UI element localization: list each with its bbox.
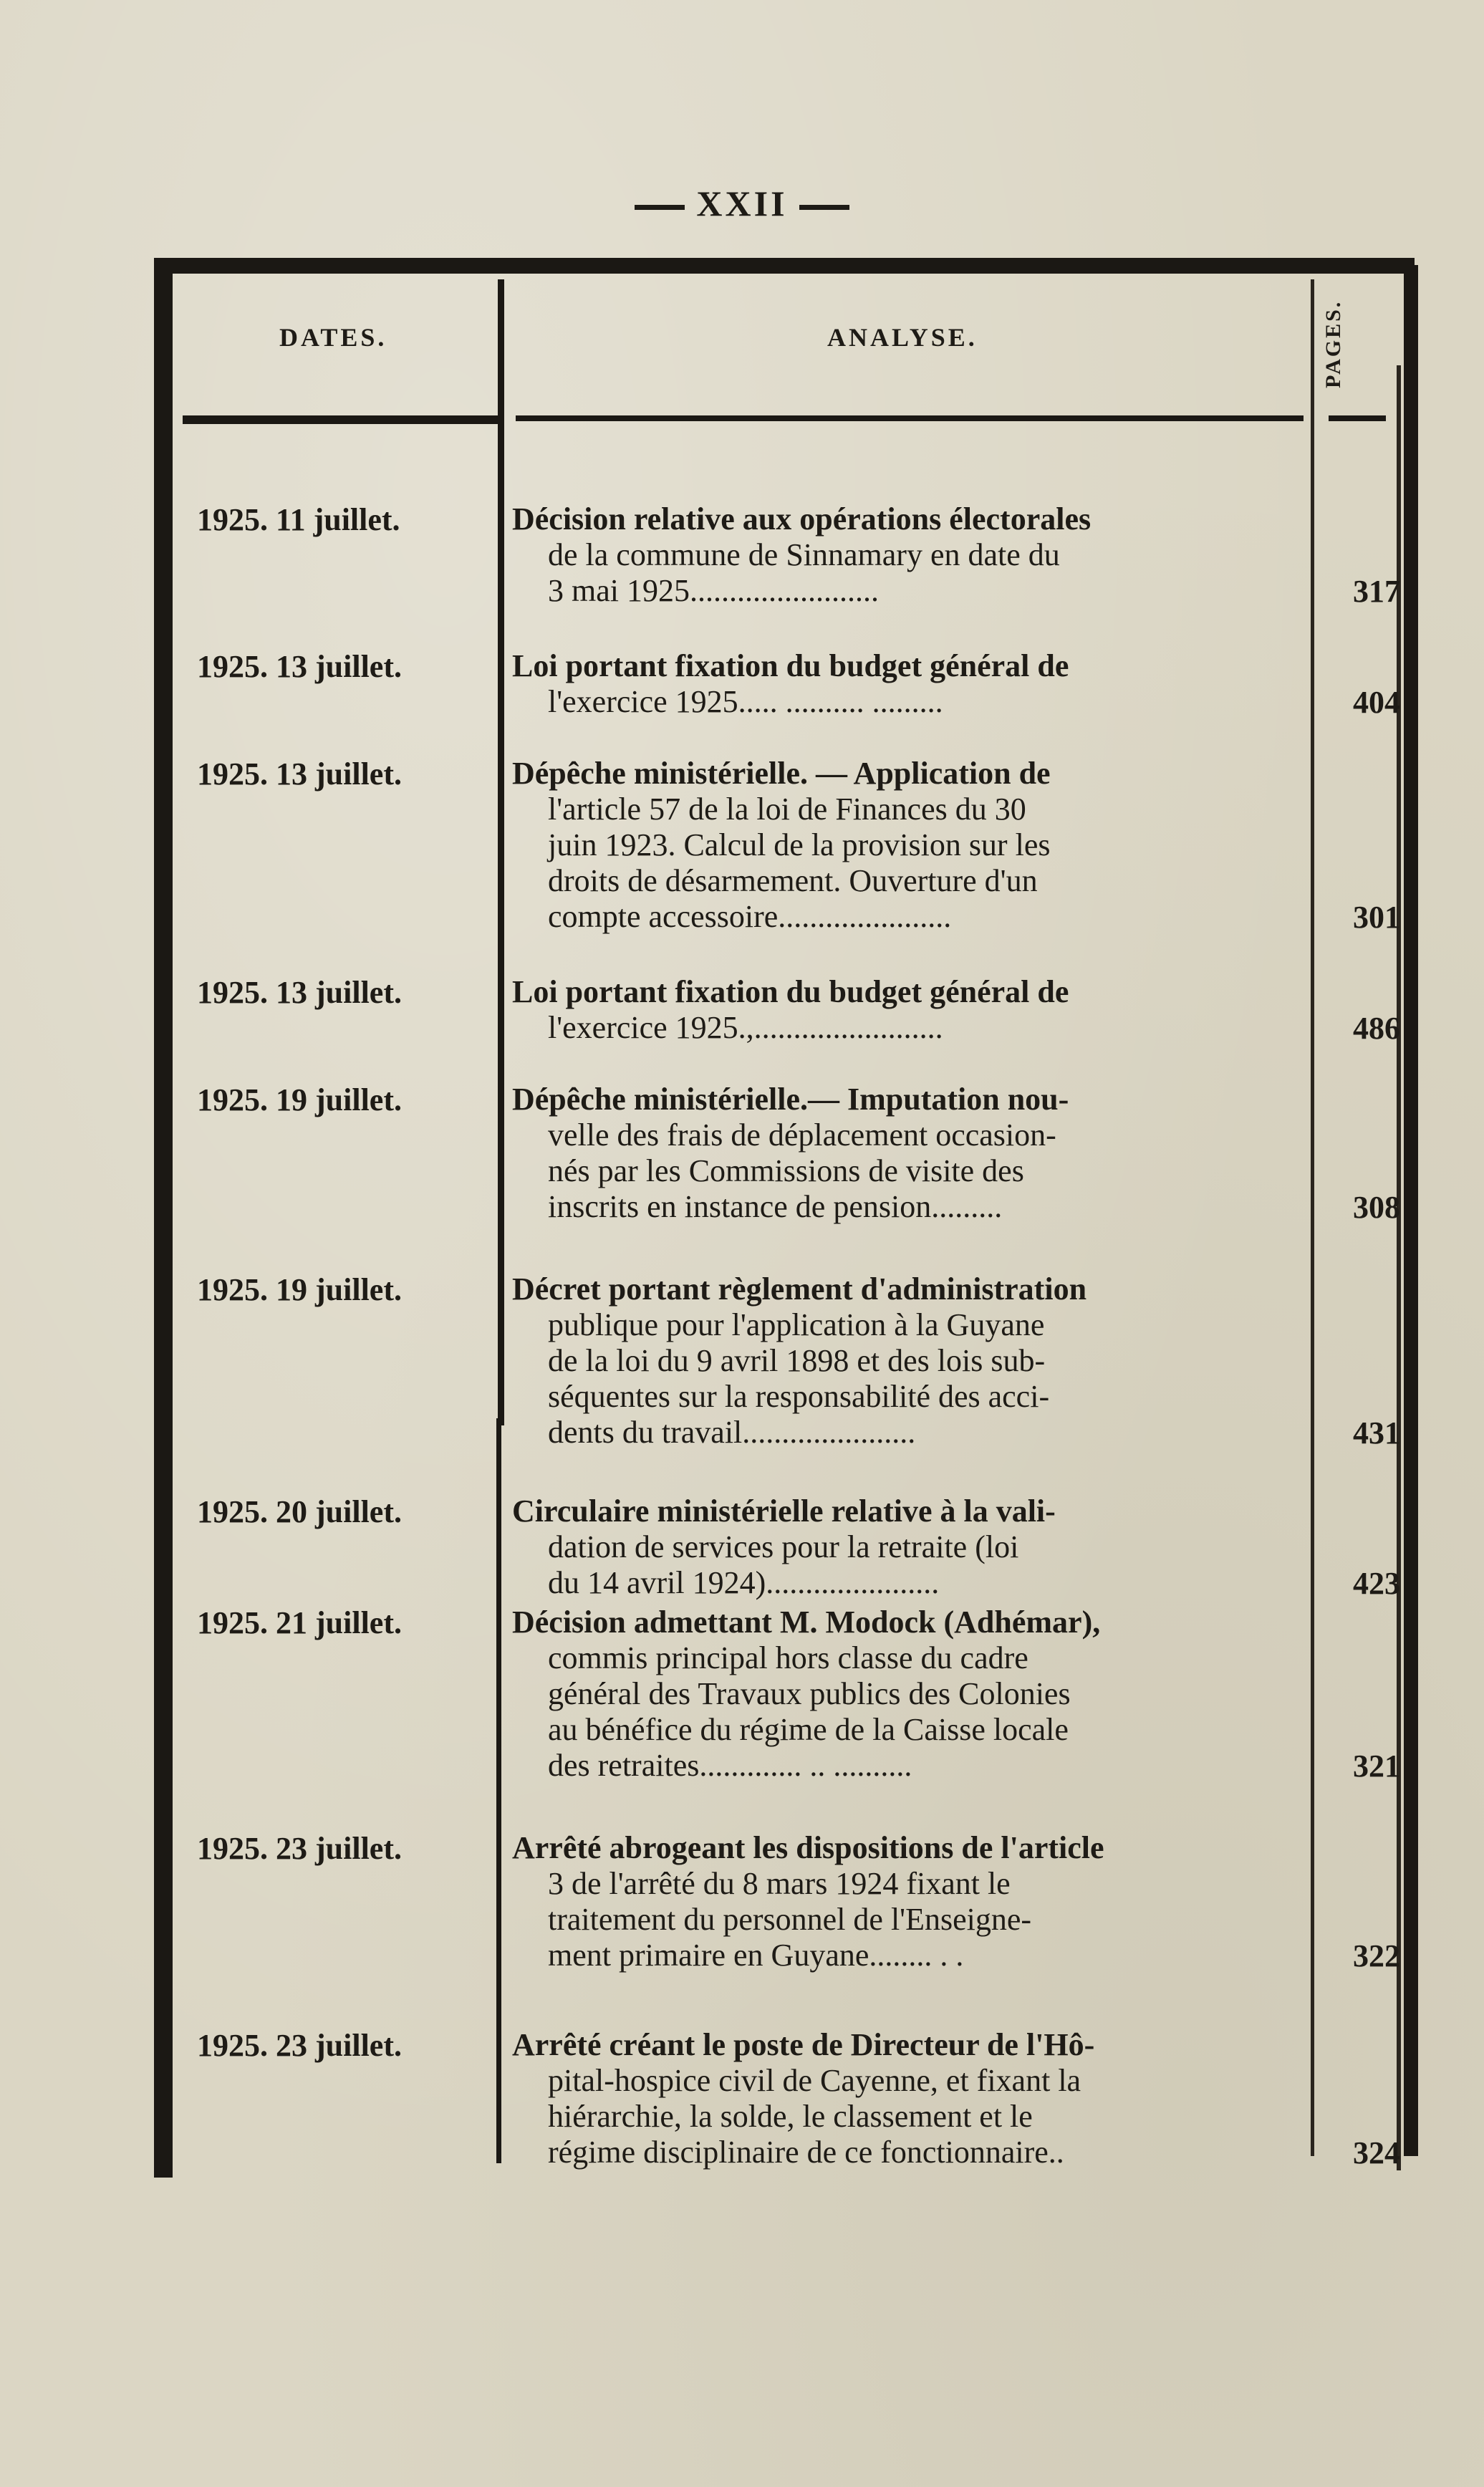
row-page-number: 486 — [1353, 1011, 1400, 1046]
row-analysis — [512, 501, 1307, 609]
analysis-line: commis principal hors classe du cadre — [548, 1640, 1028, 1675]
analysis-line: droits de désarmement. Ouverture d'un — [548, 863, 1038, 898]
analysis-line: Dépêche ministérielle.— Imputation nou- — [512, 1082, 1069, 1117]
analysis-line: général des Travaux publics des Colonies — [548, 1676, 1071, 1711]
analysis-line: 3 mai 1925........................ — [548, 573, 879, 608]
analysis-line: l'article 57 de la loi de Finances du 30 — [548, 792, 1026, 827]
column-header-pages: PAGES. — [1321, 299, 1345, 388]
row-page-number: 301 — [1353, 900, 1400, 935]
row-date: 1925. 13 juillet. — [197, 649, 402, 684]
analysis-line: ment primaire en Guyane........ . . — [548, 1938, 964, 1973]
row-date: 1925. 11 juillet. — [197, 502, 400, 537]
table-left-border — [154, 258, 173, 2178]
analysis-line: Arrêté créant le poste de Directeur de l'Hô- — [512, 2027, 1095, 2062]
column-header-analyse: ANALYSE. — [827, 323, 978, 352]
header-dash-right — [799, 205, 849, 210]
row-analysis — [512, 974, 1307, 1046]
analysis-line: l'exercice 1925..... .......... ......... — [548, 684, 943, 719]
row-analysis — [512, 1271, 1307, 1451]
row-page-number: 324 — [1353, 2135, 1400, 2170]
row-page-number: 317 — [1353, 574, 1400, 609]
row-date: 1925. 21 juillet. — [197, 1605, 402, 1640]
header-rule-dates — [183, 415, 498, 424]
analysis-line: séquentes sur la responsabilité des acci- — [548, 1379, 1050, 1414]
row-analysis — [512, 1082, 1307, 1225]
analysis-line: des retraites............. .. .......... — [548, 1748, 912, 1783]
row-page-number: 322 — [1353, 1938, 1400, 1973]
row-analysis — [512, 1830, 1307, 1973]
column-separator-dates-lower — [496, 1418, 501, 2163]
row-analysis — [512, 1493, 1307, 1601]
analysis-line: Dépêche ministérielle. — Application de — [512, 756, 1051, 791]
header-rule-analyse — [516, 415, 1304, 421]
header-rule-pages — [1329, 415, 1386, 421]
row-date: 1925. 20 juillet. — [197, 1494, 402, 1529]
analysis-line: Arrêté abrogeant les dispositions de l'article — [512, 1830, 1104, 1865]
column-separator-dates — [498, 279, 504, 1425]
analysis-line: publique pour l'application à la Guyane — [548, 1307, 1045, 1342]
analysis-line: inscrits en instance de pension......... — [548, 1189, 1003, 1224]
analysis-line: de la loi du 9 avril 1898 et des lois sub- — [548, 1343, 1046, 1378]
table-right-border — [1404, 265, 1418, 2156]
analysis-line: pital-hospice civil de Cayenne, et fixant la — [548, 2063, 1081, 2098]
row-date: 1925. 19 juillet. — [197, 1272, 402, 1307]
table-top-rule — [154, 258, 1415, 274]
header-dash-left — [635, 205, 685, 210]
row-analysis — [512, 648, 1307, 720]
analysis-line: velle des frais de déplacement occasion- — [548, 1117, 1056, 1153]
row-analysis — [512, 2027, 1307, 2170]
analysis-line: traitement du personnel de l'Enseigne- — [548, 1902, 1032, 1937]
analysis-line: Décret portant règlement d'administration — [512, 1271, 1087, 1307]
analysis-line: l'exercice 1925.,........................ — [548, 1010, 943, 1045]
row-date: 1925. 23 juillet. — [197, 2028, 402, 2063]
analysis-line: hiérarchie, la solde, le classement et le — [548, 2099, 1033, 2134]
analysis-line: juin 1923. Calcul de la provision sur les — [548, 827, 1051, 862]
page-number: XXII — [696, 183, 788, 223]
analysis-line: Loi portant fixation du budget général de — [512, 974, 1069, 1009]
row-page-number: 404 — [1353, 685, 1400, 720]
row-date: 1925. 13 juillet. — [197, 756, 402, 792]
row-analysis — [512, 1605, 1307, 1784]
index-table — [154, 258, 1411, 2185]
analysis-line: régime disciplinaire de ce fonctionnaire.. — [548, 2135, 1064, 2170]
row-page-number: 321 — [1353, 1748, 1400, 1784]
row-page-number: 308 — [1353, 1190, 1400, 1225]
analysis-line: du 14 avril 1924)...................... — [548, 1565, 940, 1600]
row-date: 1925. 19 juillet. — [197, 1082, 402, 1117]
column-header-dates: DATES. — [279, 323, 387, 352]
analysis-line: dents du travail...................... — [548, 1415, 916, 1450]
row-date: 1925. 23 juillet. — [197, 1831, 402, 1866]
analysis-line: Décision relative aux opérations électorales — [512, 501, 1092, 537]
row-date: 1925. 13 juillet. — [197, 975, 402, 1010]
analysis-line: Loi portant fixation du budget général de — [512, 648, 1069, 683]
analysis-line: 3 de l'arrêté du 8 mars 1924 fixant le — [548, 1866, 1011, 1901]
analysis-line: compte accessoire...................... — [548, 899, 952, 934]
analysis-line: dation de services pour la retraite (loi — [548, 1529, 1019, 1564]
analysis-line: Circulaire ministérielle relative à la vali- — [512, 1493, 1056, 1529]
table-inner-right-rule — [1397, 365, 1401, 2170]
page-header — [0, 183, 1484, 224]
row-analysis — [512, 756, 1307, 935]
row-page-number: 431 — [1353, 1415, 1400, 1451]
analysis-line: au bénéfice du régime de la Caisse locale — [548, 1712, 1069, 1747]
analysis-line: de la commune de Sinnamary en date du — [548, 537, 1060, 572]
analysis-line: Décision admettant M. Modock (Adhémar), — [512, 1605, 1101, 1640]
analysis-line: nés par les Commissions de visite des — [548, 1153, 1024, 1188]
row-page-number: 423 — [1353, 1566, 1400, 1601]
